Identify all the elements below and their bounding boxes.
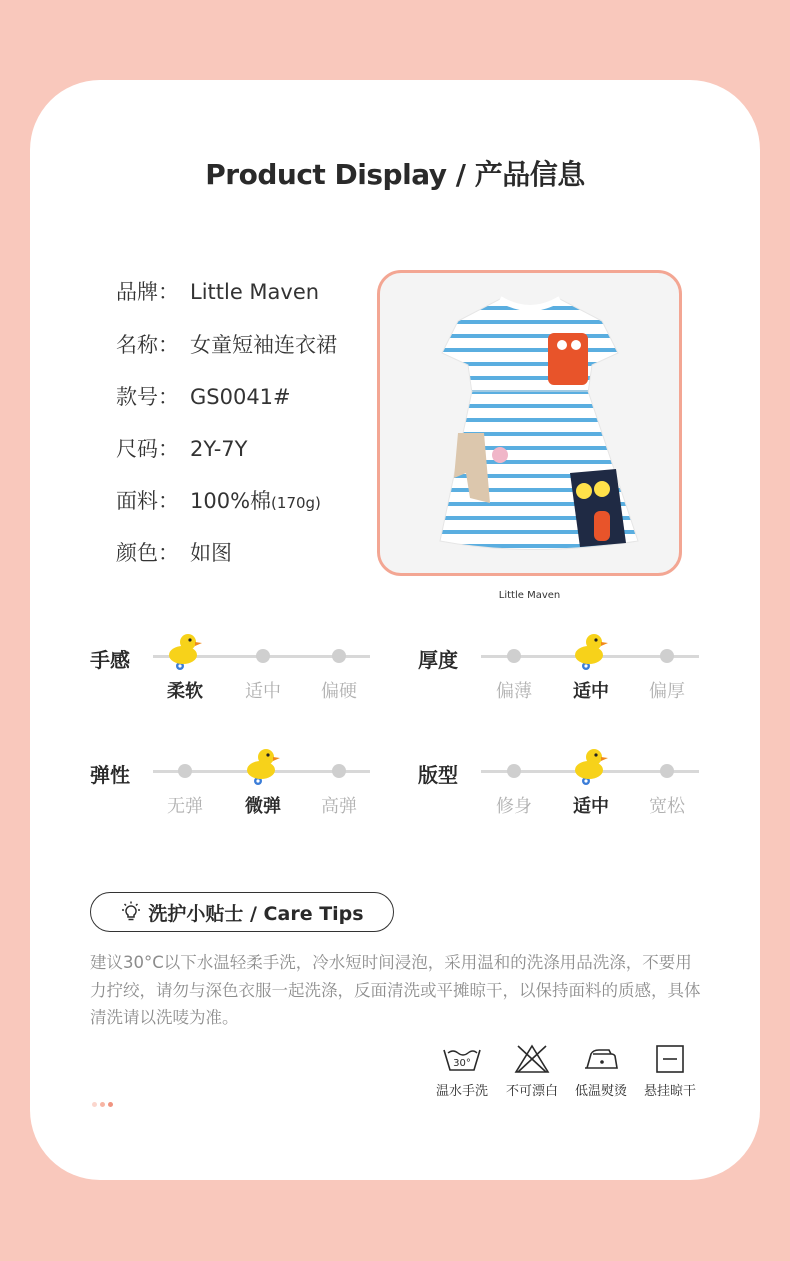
duck-marker-icon <box>244 745 282 785</box>
no-bleach-icon <box>514 1044 550 1074</box>
info-row-fabric <box>116 485 321 515</box>
wash-temp: 30° <box>453 1058 471 1069</box>
info-value: 如图 <box>190 541 232 565</box>
wash-item-hand-wash <box>426 1044 498 1099</box>
line-dry-icon <box>655 1044 685 1074</box>
scale-option: 宽松 <box>649 796 685 817</box>
scale-option: 适中 <box>573 681 609 702</box>
info-key: 面料： <box>116 489 179 513</box>
scale-option: 适中 <box>245 681 281 702</box>
info-sub: (170g) <box>271 494 321 512</box>
care-instructions: 建议30°C以下水温轻柔手洗，冷水短时间浸泡，采用温和的洗涤用品洗涤，不要用力拧绞，请勿与深色衣服一起洗涤，反面清洗或平摊晾干，以保持面料的质感，具体清洗请以洗唛为准。 <box>90 953 701 1027</box>
page-dot <box>108 1102 113 1107</box>
wash-item-low-iron <box>565 1044 637 1099</box>
dress-illustration <box>380 273 679 573</box>
info-row-size <box>116 433 247 463</box>
info-key: 款号： <box>116 385 179 409</box>
wash-label: 不可漂白 <box>505 1084 558 1099</box>
scale-dot <box>332 649 346 663</box>
photo-caption: Little Maven <box>498 590 561 601</box>
scale-dot <box>178 764 192 778</box>
info-row-brand <box>116 276 319 306</box>
scale-option: 偏硬 <box>321 681 357 702</box>
scale-option: 无弹 <box>167 796 203 817</box>
info-key: 品牌： <box>116 280 179 304</box>
info-value: GS0041# <box>190 385 291 409</box>
scale-option: 偏薄 <box>496 681 532 702</box>
hand-wash-30-icon <box>442 1044 482 1074</box>
wash-label: 低温熨烫 <box>574 1084 627 1099</box>
low-iron-icon <box>581 1044 621 1074</box>
info-key: 名称： <box>116 333 179 357</box>
info-key: 颜色： <box>116 541 179 565</box>
scale-option: 高弹 <box>321 796 357 817</box>
duck-marker-icon <box>572 745 610 785</box>
info-value: 2Y-7Y <box>190 437 248 461</box>
info-value: 100%棉 <box>190 489 272 513</box>
info-value: Little Maven <box>190 280 320 304</box>
page-dot <box>92 1102 97 1107</box>
wash-item-no-bleach <box>496 1044 568 1099</box>
page-title: Product Display / 产品信息 <box>205 158 585 191</box>
wash-item-line-dry <box>634 1044 706 1099</box>
scale-label: 厚度 <box>418 648 458 672</box>
scale-dot <box>507 649 521 663</box>
page-dot <box>100 1102 105 1107</box>
page-indicator <box>92 1092 116 1111</box>
info-row-style-no <box>116 381 291 411</box>
scale-label: 弹性 <box>90 763 130 787</box>
scale-dot <box>256 649 270 663</box>
lightbulb-icon <box>120 901 142 923</box>
scale-dot <box>507 764 521 778</box>
care-tips-title <box>90 892 394 932</box>
wash-label: 悬挂晾干 <box>643 1084 696 1099</box>
scale-option: 柔软 <box>167 681 203 702</box>
scale-dot <box>332 764 346 778</box>
scale-option: 适中 <box>573 796 609 817</box>
scale-label: 版型 <box>418 763 458 787</box>
info-row-color <box>116 537 232 567</box>
scale-dot <box>660 649 674 663</box>
info-key: 尺码： <box>116 437 179 461</box>
scale-label: 手感 <box>90 648 130 672</box>
scale-option: 偏厚 <box>649 681 685 702</box>
scale-option: 修身 <box>496 796 532 817</box>
duck-marker-icon <box>166 630 204 670</box>
care-tips-label: 洗护小贴士 / Care Tips <box>148 902 364 925</box>
product-photo <box>377 270 682 576</box>
wash-label: 温水手洗 <box>435 1084 488 1099</box>
scale-option: 微弹 <box>245 796 281 817</box>
scale-dot <box>660 764 674 778</box>
duck-marker-icon <box>572 630 610 670</box>
info-row-name <box>116 329 337 359</box>
info-value: 女童短袖连衣裙 <box>190 333 337 357</box>
